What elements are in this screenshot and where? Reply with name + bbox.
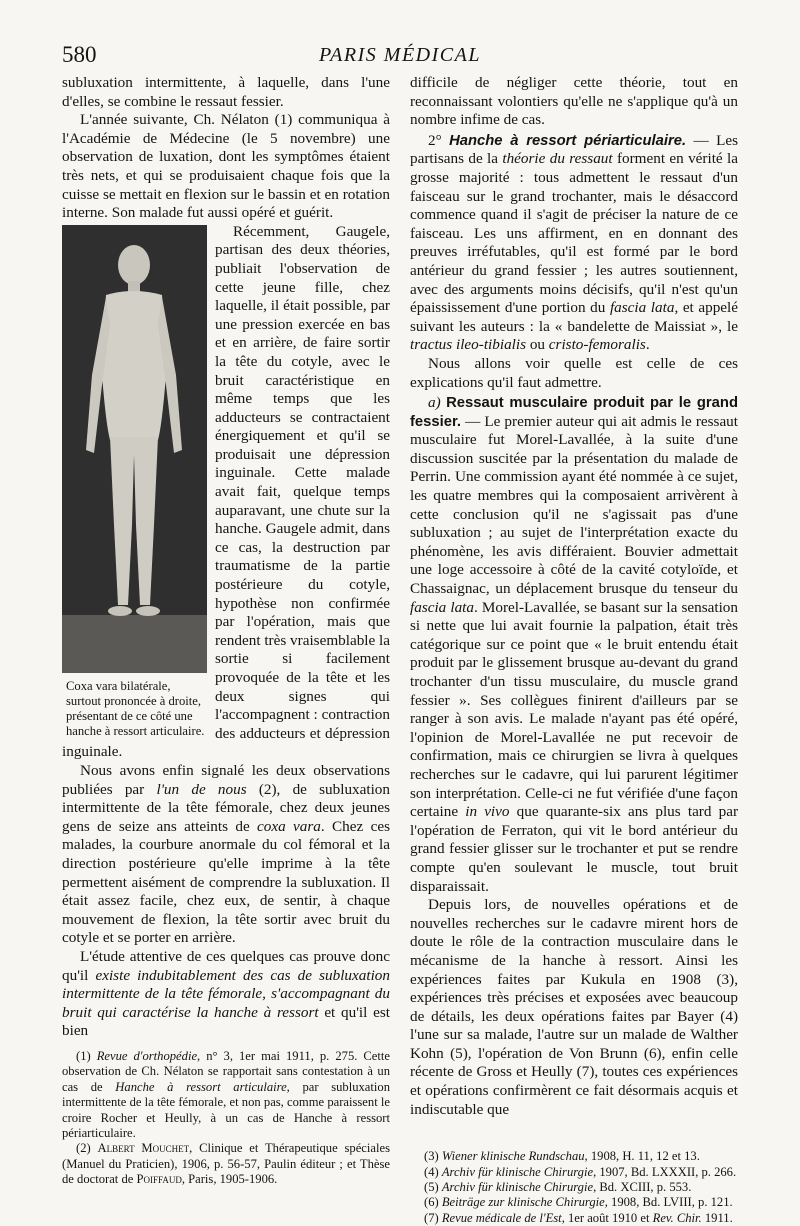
running-title: PARIS MÉDICAL <box>319 44 481 66</box>
footnote: (7) Revue médicale de l'Est, 1er août 1910 et Rev. Chir. 1911. <box>424 1210 733 1225</box>
footnotes <box>62 1049 390 1188</box>
right-column <box>410 74 738 1226</box>
paragraph: 2° Hanche à ressort périarticulaire. — Les partisans de la théorie du ressaut forment en vérité la grosse majorité : tous admettent le ressaut d'un faisceau sur le grand trochanter, mais le désaccord commence quand il s'agit de préciser la nature de ce faisceau. Les uns affirment, en en donnant des preuves irréfutables, qu'il est formé par le bord antérieur du grand fessier ; les autres soutiennent, avec des arguments moins décisifs, qu'il n'est qu'un épaississement d'une portion du fascia lata, et appelé suivant les auteurs : la « bandelette de Maissiat », le tractus ileo-tibialis ou cristo-femoralis. <box>410 131 739 354</box>
paragraph: Récemment, Gaugele, partisan des deux théories, publiait l'observation de cette jeune fille, chez laquelle, il était possible, par une pression exercée en bas et en arrière, de faire sortir la tête du cotyle, avec le bruit caractéristique en même temps que les adducteurs se contractaient énergiquement et qu'il se produisait une dépression inguinale. Cette malade avait fait, quelque temps auparavant, une chute sur la hanche. Gaugele admit, dans ce cas, la destruction par traumatisme de la partie postérieure du cotyle, hypothèse non confirmée par l'opération, mais que rendent très vraisemblable la sortie si facilement provoquée de la tête et les deux signes qui l'accompagnent : contraction des adducteurs et dépression inguinale. <box>62 222 391 761</box>
footnotes <box>410 1149 738 1226</box>
paragraph: a) Ressaut musculaire produit par le grand fessier. — Le premier auteur qui ait admis le ressaut musculaire fut Morel-Lavallée, à la suite d'une discussion suscitée par la présentation du malade de Perrin. Une commission ayant été nommée à ce sujet, les quatre membres qui la composaient arrivèrent à cette conclusion qu'il ne s'agissait pas d'une subluxation ; au sujet de l'interprétation exacte du phénomène, les avis différaient. Bouvier admettait une loge accessoire à côté de la cavité cotyloïde, et Chassaignac, un déplacement brusque du tenseur du fascia lata. Morel-Lavallée, se basant sur la sensation si nette que lui avait fournie la palpation, était très catégorique sur ce point que « le bruit entendu était produit par le glissement brusque au-devant du grand trochanter d'un tissu musculaire, du muscle grand fessier ». Ses collègues finirent d'ailleurs par se ranger à son avis. Le malade n'ayant pas été opéré, l'opinion de Morel-Lavallée ne put recevoir de confirmation, mais ce chirurgien se livra à quelques recherches sur le cadavre, qui lui parurent légitimer son interprétation. Celle-ci ne fut vérifiée d'une façon certaine in vivo que quarante-six ans plus tard par l'opération de Ferraton, qui vit le bord antérieur du grand fessier glisser sur le trochanter et put se rendre compte qu'en soulevant le muscle, tout bruit disparaissait. <box>410 394 739 895</box>
paragraph: difficile de négliger cette théorie, tout en reconnaissant volontiers qu'elle ne s'applique qu'à un nombre infime de cas. <box>410 74 738 129</box>
footnote: (3) Wiener klinische Rundschau, 1908, H. 11, 12 et 13. <box>424 1149 700 1164</box>
footnote: (1) Revue d'orthopédie, n° 3, 1er mai 1911, p. 275. Cette observation de Ch. Nélaton se rapportait sans contestation à un cas de Hanche à ressort articulaire, par subluxation intermittente de la tête fémorale, et non pas, comme paraissent le croire Rocher et Heully, à un cas de Hanche à ressort périarticulaire. <box>62 1048 390 1140</box>
paragraph: L'année suivante, Ch. Nélaton (1) communiqua à l'Académie de Médecine (le 5 novembre) une observation de luxation, dont les symptômes étaient très nets, et qui se produisaient chaque fois que la cuisse se mettait en flexion sur le bassin et en rotation interne. Son malade fut aussi opéré et guérit. <box>62 111 390 222</box>
paragraph: Nous avons enfin signalé les deux observations publiées par l'un de nous (2), de subluxation intermittente de la tête fémorale, chez deux jeunes gens de seize ans atteints de coxa vara. Chez ces malades, la courbure anormale du col fémoral et la direction postérieure qu'elle imprime à la tête permettent aisément de comprendre la subluxation. Il était assez facile, chez eux, de sentir, à chaque mouvement de flexion, la tête sortir avec bruit du cotyle et se porter en arrière. <box>62 761 390 947</box>
section-heading: Ressaut musculaire produit par le grand fessier. <box>410 395 738 430</box>
page-header <box>62 42 738 74</box>
footnote: (6) Beiträge zur klinische Chirurgie, 1908, Bd. LVIII, p. 121. <box>424 1195 733 1210</box>
figure <box>62 225 207 739</box>
paragraph: subluxation intermittente, à laquelle, dans l'une d'elles, se combine le ressaut fessier. <box>62 74 390 110</box>
patient-photograph <box>62 225 207 673</box>
figure-caption: Coxa vara bilatérale, surtout prononcée à droite, présentant de ce côté une hanche à ressort articulaire. <box>66 678 205 738</box>
footnote: (2) Albert Mouchet, Clinique et Thérapeutique spéciales (Manuel du Praticien), 1906, p. 56-57, Paulin éditeur ; et Thèse de doctorat de Poiffaud, Paris, 1905-1906. <box>62 1141 390 1187</box>
paragraph: Nous allons voir quelle est celle de ces explications qu'il faut admettre. <box>410 354 738 391</box>
left-column <box>62 74 390 1188</box>
section-heading: Hanche à ressort périarticulaire. <box>449 132 687 149</box>
footnote: (5) Archiv für klinische Chirurgie, Bd. XCIII, p. 553. <box>424 1180 692 1195</box>
page-number: 580 <box>62 42 97 67</box>
paragraph: L'étude attentive de ces quelques cas prouve donc qu'il existe indubitablement des cas de subluxation intermittente de la tête fémorale, s'accompagnant du bruit qui caractérise la hanche à ressort et qu'il est bien <box>62 947 390 1040</box>
paragraph: Depuis lors, de nouvelles opérations et de nouvelles recherches sur le cadavre mirent hors de doute le rôle de la contraction musculaire dans le mécanisme de la hanche à ressort. Ainsi les expériences faites par Kukula en 1908 (3), expériences très précises et exposées avec beaucoup de détails, les deux opérations faites par Bayer (4) l'une sur sa malade, l'autre sur un malade de Walther Kohn (5), l'opération de Von Brunn (6), enfin celle récente de Gross et Heully (7), toutes ces expériences et opérations confirmèrent ce fait désormais acquis et indiscutable que <box>410 896 738 1118</box>
footnote: (4) Archiv für klinische Chirurgie, 1907, Bd. LXXXII, p. 266. <box>424 1164 737 1179</box>
